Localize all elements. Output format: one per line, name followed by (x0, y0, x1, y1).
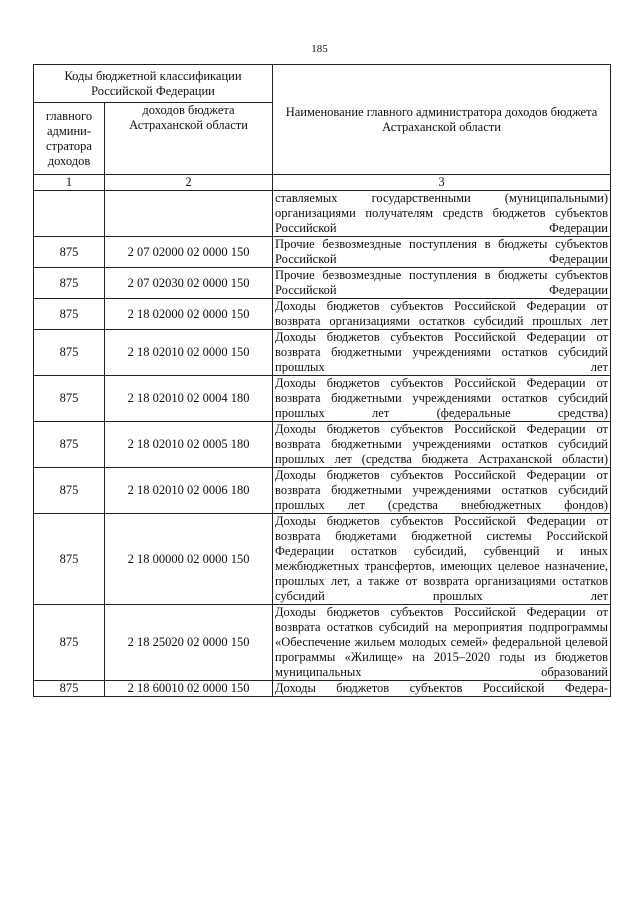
header-col-number-3: 3 (273, 175, 611, 191)
income-code: 2 18 02010 02 0000 150 (105, 330, 273, 376)
admin-code: 875 (34, 237, 105, 268)
admin-code: 875 (34, 330, 105, 376)
income-name: Доходы бюджетов субъектов Российской Федерации от возврата организациями остатков субсидий прошлых лет (273, 299, 611, 330)
income-name: Доходы бюджетов субъектов Российской Федерации от возврата бюджетными учреждениями остатков субсидий прошлых лет (средства бюджета Астраханской области) (273, 422, 611, 468)
income-name: Прочие безвозмездные поступления в бюджеты субъектов Российской Федерации (273, 268, 611, 299)
table-row (34, 191, 611, 237)
income-code: 2 18 25020 02 0000 150 (105, 605, 273, 681)
admin-code: 875 (34, 376, 105, 422)
income-code: 2 18 02010 02 0005 180 (105, 422, 273, 468)
admin-code: 875 (34, 268, 105, 299)
income-name: Доходы бюджетов субъектов Российской Федерации от возврата бюджетными учреждениями остатков субсидий прошлых лет (средства внебюджетных фондов) (273, 468, 611, 514)
table-row (34, 681, 611, 697)
income-code (105, 191, 273, 237)
income-code: 2 18 60010 02 0000 150 (105, 681, 273, 697)
income-code: 2 18 00000 02 0000 150 (105, 514, 273, 605)
table-row (34, 237, 611, 268)
income-name: Доходы бюджетов субъектов Российской Федерации от возврата бюджетными учреждениями остатков субсидий прошлых лет (федеральные средства) (273, 376, 611, 422)
income-code: 2 07 02000 02 0000 150 (105, 237, 273, 268)
admin-code (34, 191, 105, 237)
admin-code: 875 (34, 514, 105, 605)
header-col2-title: доходов бюджета Астраханской области (105, 103, 273, 175)
header-col3-title: Наименование главного администратора доходов бюджета Астраханской области (273, 65, 611, 175)
header-col-number-2: 2 (105, 175, 273, 191)
income-code: 2 18 02010 02 0006 180 (105, 468, 273, 514)
admin-code: 875 (34, 605, 105, 681)
budget-classification-table (33, 64, 611, 697)
table-row (34, 299, 611, 330)
header-group-title: Коды бюджетной классификации Российской Федерации (34, 65, 273, 103)
table-row (34, 605, 611, 681)
income-code: 2 07 02030 02 0000 150 (105, 268, 273, 299)
table-row (34, 268, 611, 299)
table-row (34, 514, 611, 605)
page-number: 185 (311, 43, 328, 55)
income-name: Доходы бюджетов субъектов Российской Федера- (273, 681, 611, 697)
income-name: Доходы бюджетов субъектов Российской Федерации от возврата остатков субсидий на мероприятия подпрограммы «Обеспечение жильем молодых семей» федеральной целевой программы «Жилище» на 2015–2020 годы из бюджетов муниципальных образований (273, 605, 611, 681)
table-row (34, 422, 611, 468)
income-code: 2 18 02010 02 0004 180 (105, 376, 273, 422)
admin-code: 875 (34, 681, 105, 697)
header-col-number-1: 1 (34, 175, 105, 191)
income-name: Прочие безвозмездные поступления в бюджеты субъектов Российской Федерации (273, 237, 611, 268)
admin-code: 875 (34, 468, 105, 514)
table-row (34, 376, 611, 422)
header-col1-title: главного админи-стратора доходов (34, 103, 105, 175)
income-name: Доходы бюджетов субъектов Российской Федерации от возврата бюджетными учреждениями остатков субсидий прошлых лет (273, 330, 611, 376)
admin-code: 875 (34, 299, 105, 330)
table-row (34, 330, 611, 376)
admin-code: 875 (34, 422, 105, 468)
income-name: Доходы бюджетов субъектов Российской Федерации от возврата бюджетами бюджетной системы Российской Федерации остатков субсидий, субвенций и иных межбюджетных трансфертов, имеющих целевое назначение, прошлых лет, а также от возврата организациями остатков субсидий прошлых лет (273, 514, 611, 605)
income-code: 2 18 02000 02 0000 150 (105, 299, 273, 330)
table-row (34, 468, 611, 514)
income-name: ставляемых государственными (муниципальными) организациями получателям средств бюджетов субъектов Российской Федерации (273, 191, 611, 237)
